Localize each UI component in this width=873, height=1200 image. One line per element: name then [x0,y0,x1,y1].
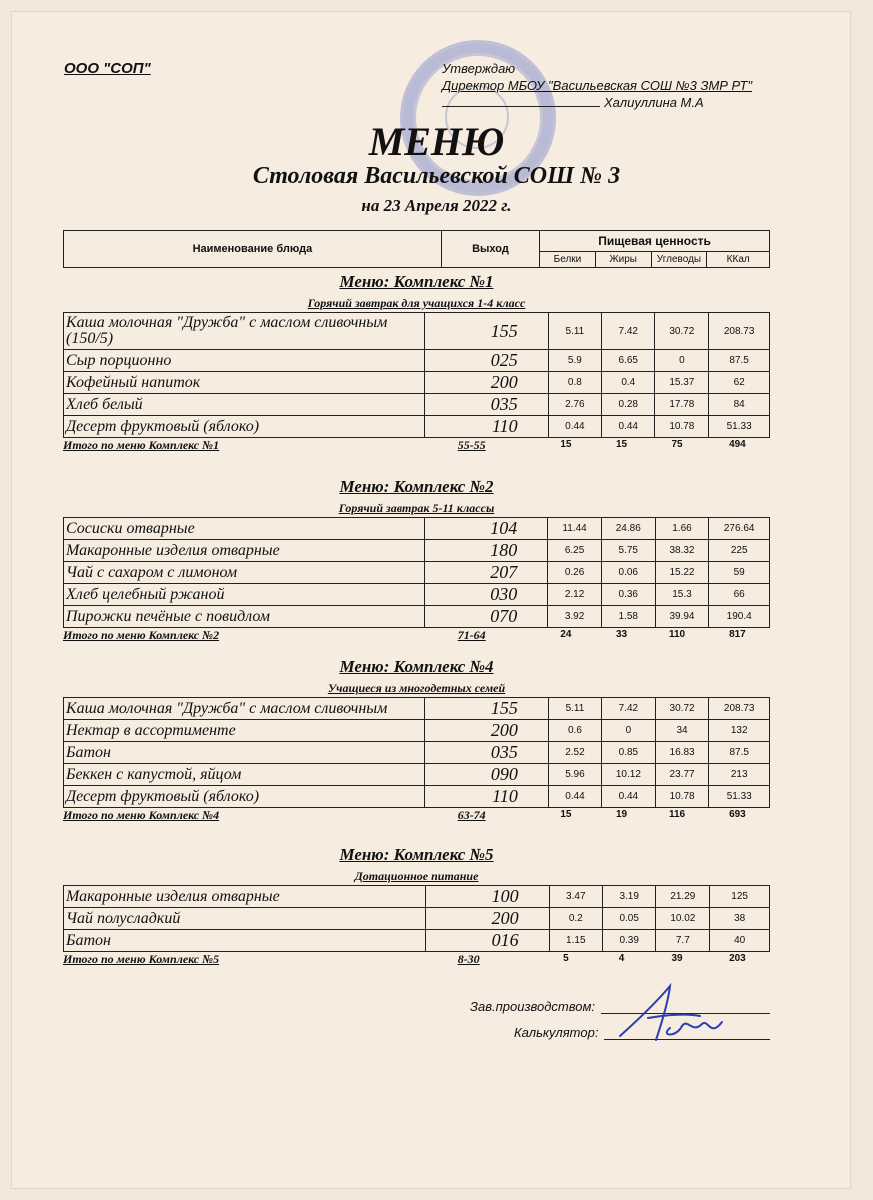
table-row [64,416,770,438]
total-kcal: 494 [729,439,746,450]
dish-output: 035 [424,394,548,416]
table-row [64,606,770,628]
total-carbs: 75 [671,439,683,450]
dish-kcal: 125 [710,886,770,908]
dish-kcal: 59 [709,562,770,584]
header-nutrition: Пищевая ценность [540,231,770,252]
dish-kcal: 87.5 [709,350,770,372]
dish-output: 100 [425,886,549,908]
menu-date: на 23 Апреля 2022 г. [361,196,512,215]
dish-output: 025 [424,350,548,372]
dish-output: 030 [424,584,548,606]
dish-kcal: 276.64 [709,518,770,540]
dish-carbs: 15.37 [655,372,709,394]
dish-protein: 5.96 [548,764,601,786]
items-table [63,517,770,628]
header-fat: Жиры [595,252,651,268]
total-kcal: 817 [729,629,746,640]
total-carbs: 39 [671,953,683,964]
dish-protein: 2.12 [548,584,602,606]
dish-kcal: 38 [710,908,770,930]
dish-kcal: 51.33 [709,416,770,438]
items-table [63,312,770,438]
dish-kcal: 208.73 [709,313,770,350]
production-head-label: Зав.производством: [470,999,595,1014]
table-row [64,584,770,606]
table-row [64,372,770,394]
dish-protein: 0.8 [548,372,601,394]
dish-kcal: 87.5 [709,742,770,764]
total-protein: 5 [563,953,569,964]
dish-output: 180 [424,540,548,562]
dish-name: Каша молочная "Дружба" с маслом сливочным (150/5) [64,313,425,350]
total-fat: 33 [615,629,628,640]
table-row [64,350,770,372]
dish-fat: 7.42 [602,313,655,350]
dish-fat: 5.75 [601,540,655,562]
total-output: 55-55 [457,438,486,452]
dish-carbs: 30.72 [655,313,709,350]
dish-protein: 11.44 [548,518,602,540]
dish-protein: 2.76 [548,394,601,416]
dish-carbs: 0 [655,350,709,372]
dish-output: 110 [424,416,548,438]
dish-name: Кофейный напиток [64,372,425,394]
dish-name: Хлеб целебный ржаной [64,584,425,606]
dish-name: Десерт фруктовый (яблоко) [64,416,425,438]
total-output: 63-74 [457,808,486,822]
dish-fat: 6.65 [602,350,655,372]
company-name: ООО "СОП" [64,60,151,77]
dish-output: 016 [425,930,549,952]
dish-protein: 0.2 [549,908,602,930]
dish-carbs: 1.66 [655,518,709,540]
section-subtitle: Горячий завтрак 5-11 классы [338,501,495,515]
section-subtitle: Горячий завтрак для учащихся 1-4 класс [307,296,526,310]
total-label: Итого по меню Комплекс №5 [63,952,220,966]
dish-fat: 0.44 [602,416,655,438]
dish-name: Каша молочная "Дружба" с маслом сливочным [64,698,425,720]
table-row [64,394,770,416]
dish-name: Хлеб белый [64,394,425,416]
dish-output: 104 [424,518,548,540]
dish-fat: 0.06 [601,562,655,584]
dish-fat: 3.19 [603,886,656,908]
dish-name: Пирожки печёные с повидлом [64,606,425,628]
table-row [64,720,770,742]
dish-carbs: 38.32 [655,540,709,562]
dish-output: 207 [424,562,548,584]
table-row [64,698,770,720]
dish-carbs: 10.78 [655,416,709,438]
dish-protein: 3.92 [548,606,602,628]
dish-protein: 5.11 [548,698,601,720]
section-subtitle: Дотационное питание [354,869,479,883]
section-title: Меню: Комплекс №2 [339,477,494,496]
dish-protein: 0.44 [548,416,601,438]
section-title: Меню: Комплекс №4 [339,657,494,676]
table-row [64,518,770,540]
section-title: Меню: Комплекс №1 [339,272,494,291]
dish-name: Сыр порционно [64,350,425,372]
header-output: Выход [441,231,539,268]
dish-protein: 0.26 [548,562,602,584]
header-carbs: Углеводы [651,252,707,268]
total-label: Итого по меню Комплекс №4 [63,808,220,822]
dish-protein: 3.47 [549,886,602,908]
approve-label: Утверждаю [442,61,516,76]
dish-carbs: 15.3 [655,584,709,606]
dish-kcal: 225 [709,540,770,562]
dish-protein: 0.6 [548,720,601,742]
dish-name: Десерт фруктовый (яблоко) [64,786,425,808]
dish-carbs: 15.22 [655,562,709,584]
dish-protein: 1.15 [549,930,602,952]
dish-fat: 0.4 [602,372,655,394]
dish-output: 035 [425,742,548,764]
table-row [64,886,770,908]
dish-name: Сосиски отварные [64,518,425,540]
dish-kcal: 62 [709,372,770,394]
dish-kcal: 40 [710,930,770,952]
total-output: 71-64 [457,628,486,642]
section-subtitle: Учащиеся из многодетных семей [327,681,506,695]
total-fat: 4 [618,953,625,964]
table-row [64,930,770,952]
dish-carbs: 17.78 [655,394,709,416]
dish-output: 200 [425,908,549,930]
table-row [64,786,770,808]
total-kcal: 693 [729,809,746,820]
menu-section [63,475,770,644]
dish-output: 200 [425,720,548,742]
dish-name: Нектар в ассортименте [64,720,425,742]
dish-carbs: 30.72 [655,698,709,720]
dish-output: 070 [424,606,548,628]
dish-output: 155 [425,698,548,720]
dish-fat: 1.58 [601,606,655,628]
dish-carbs: 34 [655,720,709,742]
table-row [64,764,770,786]
table-row [64,562,770,584]
dish-fat: 7.42 [602,698,656,720]
dish-protein: 5.9 [548,350,601,372]
dish-carbs: 16.83 [655,742,709,764]
total-protein: 15 [560,439,572,450]
total-carbs: 116 [668,809,686,820]
menu-title: МЕНЮ [368,119,505,164]
dish-carbs: 39.94 [655,606,709,628]
total-fat: 19 [615,809,628,820]
section-total [63,808,770,824]
dish-protein: 6.25 [548,540,602,562]
dish-kcal: 84 [709,394,770,416]
total-label: Итого по меню Комплекс №1 [63,438,220,452]
approve-position: Директор МБОУ "Васильевская СОШ №3 ЗМР РТ" [442,78,753,93]
section-total [63,952,770,968]
total-protein: 24 [560,629,572,640]
dish-protein: 5.11 [548,313,601,350]
dish-fat: 0.28 [602,394,655,416]
dish-kcal: 208.73 [709,698,770,720]
dish-output: 110 [425,786,548,808]
header-protein: Белки [540,252,596,268]
menu-section [63,843,770,968]
dish-name: Чай полусладкий [64,908,426,930]
total-protein: 15 [560,809,572,820]
menu-section [63,655,770,824]
dish-kcal: 190.4 [709,606,770,628]
items-table [63,885,770,952]
table-row [64,742,770,764]
header-kcal: ККал [707,252,770,268]
dish-name: Беккен с капустой, яйцом [64,764,425,786]
dish-fat: 0.85 [602,742,656,764]
table-row [64,313,770,350]
table-row [64,540,770,562]
dish-output: 090 [425,764,548,786]
approve-name: Халиуллина М.А [604,95,704,110]
section-total [63,628,770,644]
dish-kcal: 213 [709,764,770,786]
table-header [63,230,770,268]
section-total [63,438,770,454]
dish-fat: 10.12 [602,764,656,786]
section-title: Меню: Комплекс №5 [339,845,494,864]
total-kcal: 203 [729,953,746,964]
total-carbs: 110 [668,629,686,640]
dish-fat: 0.44 [602,786,656,808]
table-row [64,908,770,930]
dish-fat: 24.86 [601,518,655,540]
dish-kcal: 132 [709,720,770,742]
dish-output: 155 [424,313,548,350]
items-table [63,697,770,808]
dish-carbs: 10.02 [656,908,710,930]
dish-name: Макаронные изделия отварные [64,886,426,908]
total-output: 8-30 [457,952,480,966]
dish-output: 200 [424,372,548,394]
dish-name: Чай с сахаром с лимоном [64,562,425,584]
calculator-label: Калькулятор: [514,1025,599,1040]
dish-carbs: 7.7 [656,930,710,952]
dish-carbs: 21.29 [656,886,710,908]
dish-fat: 0.39 [603,930,656,952]
handwritten-signature [610,978,730,1048]
dish-kcal: 51.33 [709,786,770,808]
menu-section [63,270,770,454]
total-label: Итого по меню Комплекс №2 [63,628,220,642]
canteen-title: Столовая Васильевской СОШ № 3 [252,163,621,189]
dish-protein: 0.44 [548,786,601,808]
dish-fat: 0 [602,720,656,742]
dish-protein: 2.52 [548,742,601,764]
dish-carbs: 10.78 [655,786,709,808]
approval-block [442,60,752,111]
header-dish: Наименование блюда [64,231,442,268]
dish-name: Батон [64,930,426,952]
dish-name: Батон [64,742,425,764]
dish-kcal: 66 [709,584,770,606]
approve-sign-line [442,106,600,107]
dish-fat: 0.36 [601,584,655,606]
dish-name: Макаронные изделия отварные [64,540,425,562]
total-fat: 15 [615,439,628,450]
dish-carbs: 23.77 [655,764,709,786]
dish-fat: 0.05 [603,908,656,930]
